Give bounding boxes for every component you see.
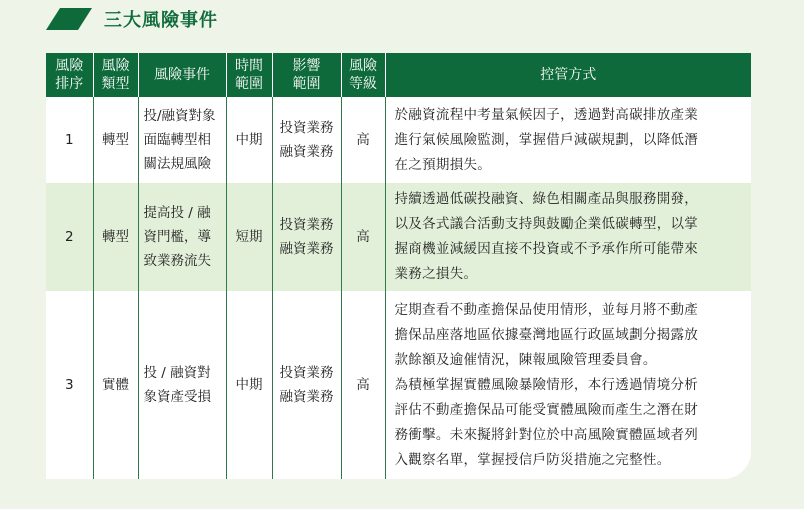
cell-event: 投 / 融資對 象資產受損 — [138, 291, 226, 479]
cell-time: 中期 — [226, 291, 272, 479]
section-title: 三大風險事件 — [104, 10, 218, 31]
cell-control: 於融資流程中考量氣候因子，透過對高碳排放產業 進行氣候風險監測，掌握借戶減碳規劃，以降低潛 在之預期損失。 — [385, 97, 751, 183]
cell-control: 持續透過低碳投融資、綠色相關產品與服務開發， 以及各式議合活動支持與鼓勵企業低碳轉型，以掌 握商機並減緩因直接不投資或不予承作所可能帶來 業務之損失。 — [385, 183, 751, 291]
cell-impact: 投資業務 融資業務 — [272, 97, 341, 183]
cell-level: 高 — [341, 291, 385, 479]
cell-rank: 1 — [46, 97, 93, 183]
header-time: 時間 範圍 — [226, 53, 272, 97]
header-rank: 風險 排序 — [46, 53, 93, 97]
cell-event: 提高投 / 融 資門檻，導 致業務流失 — [138, 183, 226, 291]
table-row — [46, 183, 751, 291]
cell-type: 轉型 — [93, 97, 138, 183]
cell-level: 高 — [341, 97, 385, 183]
table-row — [46, 97, 751, 183]
cell-control: 定期查看不動產擔保品使用情形，並每月將不動產 擔保品座落地區依據臺灣地區行政區域劃分揭露放 款餘額及逾催情況，陳報風險管理委員會。 為積極掌握實體風險暴險情形，本行透過情境分析 評估不動產擔保品可能受實體風險而產生之潛在財 務衝擊。未來擬將針對位於中高風險實體區域者列 入觀察名單，掌握授信戶防災措施之完整性。 — [385, 291, 751, 479]
cell-time: 短期 — [226, 183, 272, 291]
cell-rank: 2 — [46, 183, 93, 291]
header-level: 風險 等級 — [341, 53, 385, 97]
header-control: 控管方式 — [385, 53, 751, 97]
table-row — [46, 291, 751, 479]
header-impact: 影響 範圍 — [272, 53, 341, 97]
cell-type: 轉型 — [93, 183, 138, 291]
parallelogram-icon — [46, 8, 92, 30]
table-header-row — [46, 53, 751, 97]
cell-impact: 投資業務 融資業務 — [272, 183, 341, 291]
section-heading — [46, 6, 218, 32]
risk-events-table — [46, 53, 751, 479]
cell-type: 實體 — [93, 291, 138, 479]
cell-level: 高 — [341, 183, 385, 291]
cell-event: 投/融資對象 面臨轉型相 關法規風險 — [138, 97, 226, 183]
header-event: 風險事件 — [138, 53, 226, 97]
cell-rank: 3 — [46, 291, 93, 479]
cell-time: 中期 — [226, 97, 272, 183]
header-type: 風險 類型 — [93, 53, 138, 97]
cell-impact: 投資業務 融資業務 — [272, 291, 341, 479]
